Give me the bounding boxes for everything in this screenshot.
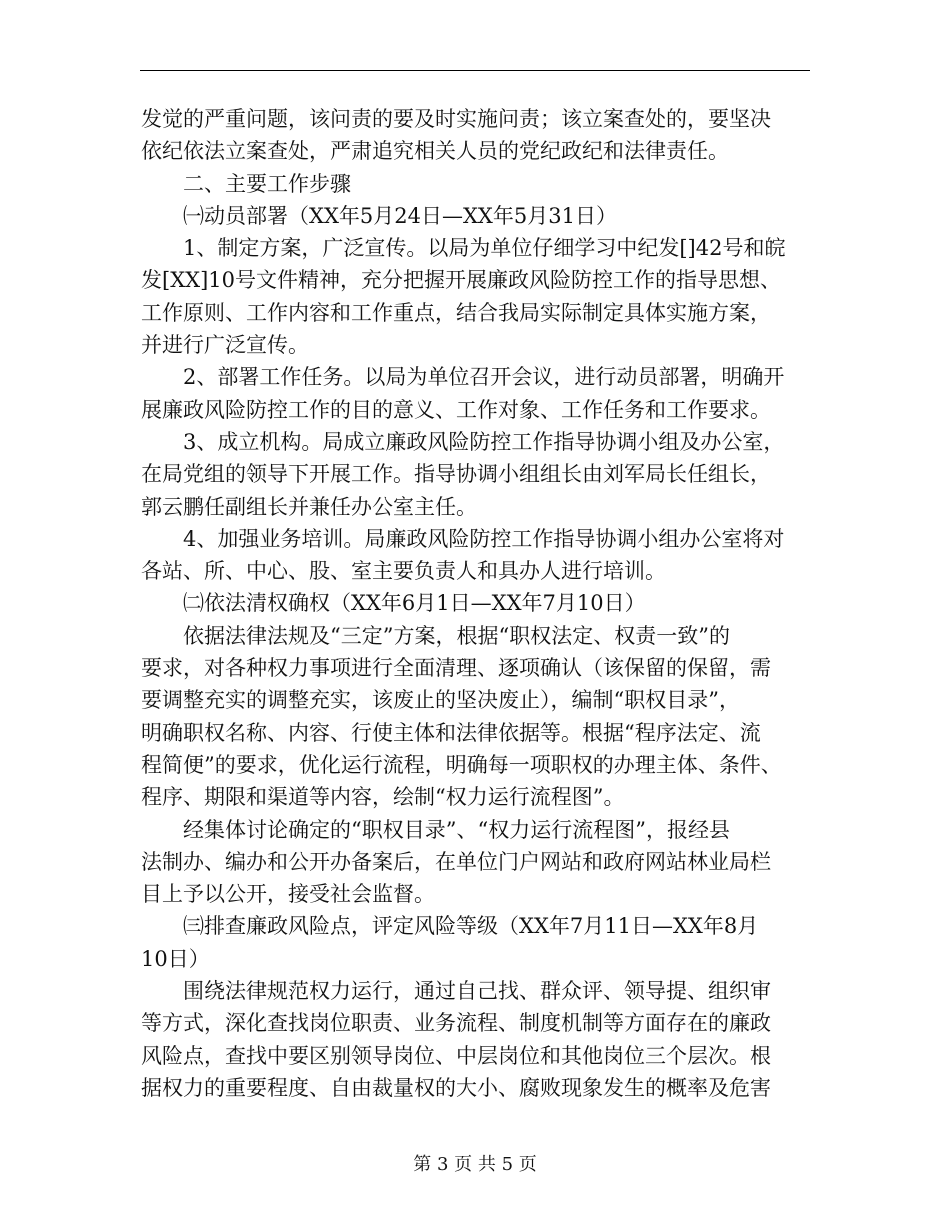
text-line: 1、制定方案，广泛宣传。以局为单位仔细学习中纪发[]42号和皖 <box>183 236 786 261</box>
text-line: 要调整充实的调整充实，该废止的坚决废止），编制“职权目录”， <box>141 688 740 713</box>
text-line: 依据法律法规及“三定”方案，根据“职权法定、权责一致”的 <box>183 623 730 648</box>
text-line: 目上予以公开，接受社会监督。 <box>141 882 435 907</box>
document-body <box>141 103 809 1104</box>
text-line: 在局党组的领导下开展工作。指导协调小组组长由刘军局长任组长， <box>141 462 771 487</box>
page-footer: 第 3 页 共 5 页 <box>413 1154 537 1175</box>
text-line: 程简便”的要求，优化运行流程，明确每一项职权的办理主体、条件、 <box>141 752 782 777</box>
text-line: ㈢排查廉政风险点，评定风险等级（XX年7月11日—XX年8月 <box>183 914 759 939</box>
text-line: 10日） <box>141 946 210 971</box>
text-line: 经集体讨论确定的“职权目录”、“权力运行流程图”，报经县 <box>183 817 730 842</box>
text-line: 程序、期限和渠道等内容，绘制“权力运行流程图”。 <box>141 785 625 810</box>
text-line: 据权力的重要程度、自由裁量权的大小、腐败现象发生的概率及危害 <box>141 1075 771 1100</box>
text-line: 法制办、编办和公开办备案后，在单位门户网站和政府网站林业局栏 <box>141 849 771 874</box>
text-line: 郭云鹏任副组长并兼任办公室主任。 <box>141 494 477 519</box>
text-line: 发[XX]10号文件精神，充分把握开展廉政风险防控工作的指导思想、 <box>141 268 782 293</box>
text-line: 展廉政风险防控工作的目的意义、工作对象、工作任务和工作要求。 <box>141 397 771 422</box>
text-line: 依纪依法立案查处，严肃追究相关人员的党纪政纪和法律责任。 <box>141 139 729 164</box>
text-line: 二、主要工作步骤 <box>183 171 351 196</box>
text-line: 3、成立机构。局成立廉政风险防控工作指导协调小组及办公室， <box>183 429 785 454</box>
text-line: 2、部署工作任务。以局为单位召开会议，进行动员部署，明确开 <box>183 365 785 390</box>
text-line: 要求，对各种权力事项进行全面清理、逐项确认（该保留的保留，需 <box>141 656 771 681</box>
text-line: 风险点，查找中要区别领导岗位、中层岗位和其他岗位三个层次。根 <box>141 1043 771 1068</box>
text-line: 明确职权名称、内容、行使主体和法律依据等。根据“程序法定、流 <box>141 720 761 745</box>
text-line: 并进行广泛宣传。 <box>141 333 309 358</box>
text-line: 发觉的严重问题，该问责的要及时实施问责；该立案查处的，要坚决 <box>141 107 771 131</box>
text-line: 各站、所、中心、股、室主要负责人和具办人进行培训。 <box>141 559 666 584</box>
text-line: 工作原则、工作内容和工作重点，结合我局实际制定具体实施方案， <box>141 300 771 325</box>
text-line: 4、加强业务培训。局廉政风险防控工作指导协调小组办公室将对 <box>183 526 785 551</box>
text-line: ㈠动员部署（XX年5月24日—XX年5月31日） <box>183 203 617 228</box>
text-line: 围绕法律规范权力运行，通过自己找、群众评、领导提、组织审 <box>183 979 771 1004</box>
header-rule <box>140 70 810 71</box>
text-line: ㈡依法清权确权（XX年6月1日—XX年7月10日） <box>183 591 646 616</box>
text-line: 等方式，深化查找岗位职责、业务流程、制度机制等方面存在的廉政 <box>141 1011 771 1036</box>
